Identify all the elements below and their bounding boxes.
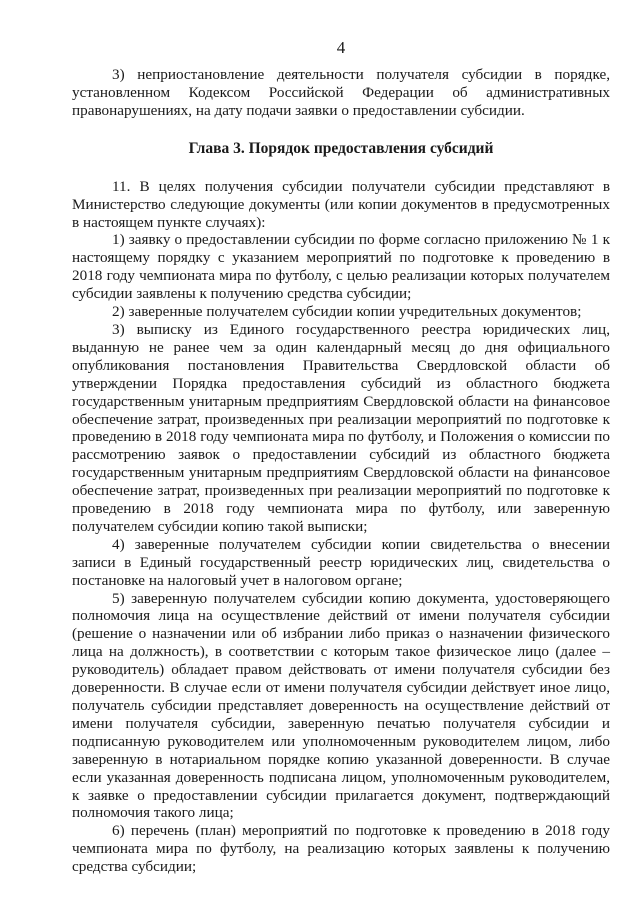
paragraph-subitem-4: 4) заверенные получателем субсидии копии свидетельства о внесении записи в Единый государственный реестр юридических лиц, свидетельства о постановке на налоговый учет в налоговом органе; [72, 535, 610, 589]
paragraph-subitem-1: 1) заявку о предоставлении субсидии по форме согласно приложению № 1 к настоящему порядку с указанием мероприятий по подготовке к проведению в 2018 году чемпионата мира по футболу, с целью реализации которых получателем субсидии заявлены к получению средства субсидии; [72, 231, 610, 303]
paragraph-item-11: 11. В целях получения субсидии получатели субсидии представляют в Министерство следующие документы (или копии документов в предусмотренных в настоящем пункте случаях): [72, 177, 610, 231]
page-number: 4 [336, 38, 346, 57]
paragraph-condition-3: 3) неприостановление деятельности получателя субсидии в порядке, установленном Кодексом Российской Федерации об административных правонарушениях, на дату подачи заявки о предоставлении субсидии. [72, 66, 610, 119]
paragraph-subitem-6: 6) перечень (план) мероприятий по подготовке к проведению в 2018 году чемпионата мира по футболу, на реализацию которых заявлены к получению средства субсидии; [72, 822, 610, 876]
paragraph-subitem-3: 3) выписку из Единого государственного реестра юридических лиц, выданную не ранее чем за один календарный месяц до дня официального опубликования постановления Правительства Свердловской области об утверждении Порядка предоставления субсидий из областного бюджета государственным унитарным предприятиям Свердловской области на финансовое обеспечение затрат, произведенных при реализации мероприятий по подготовке к проведению в 2018 году чемпионата мира по футболу, и Положения о комиссии по рассмотрению заявок о предоставлении субсидий из областного бюджета государственным унитарным предприятиям Свердловской области на финансовое обеспечение затрат, произведенных при реализации мероприятий по подготовке к проведению в 2018 году чемпионата мира по футболу, или заверенную получателем субсидии копию такой выписки; [72, 320, 610, 535]
chapter-title: Глава 3. Порядок предоставления субсидий [188, 139, 494, 157]
paragraph-subitem-5: 5) заверенную получателем субсидии копию документа, удостоверяющего полномочия лица на осуществление действий от имени получателя субсидии (решение о назначении или об избрании либо приказ о назначении физического лица на должность), в соответствии с которым такое физическое лицо (далее – руководитель) обладает правом действовать от имени получателя субсидии без доверенности. В случае если от имени получателя субсидии действует иное лицо, получатель субсидии представляет доверенность на осуществление действий от имени получателя субсидии, заверенную печатью получателя субсидии и подписанную руководителем или уполномоченным руководителем лицом, либо заверенную в нотариальном порядке копию указанной доверенности. В случае если указанная доверенность подписана лицом, уполномоченным руководителем, к заявке о предоставлении субсидии прилагается документ, подтверждающий полномочия такого лица; [72, 589, 610, 822]
paragraph-subitem-2: 2) заверенные получателем субсидии копии учредительных документов; [112, 303, 582, 321]
document-page [72, 38, 610, 876]
